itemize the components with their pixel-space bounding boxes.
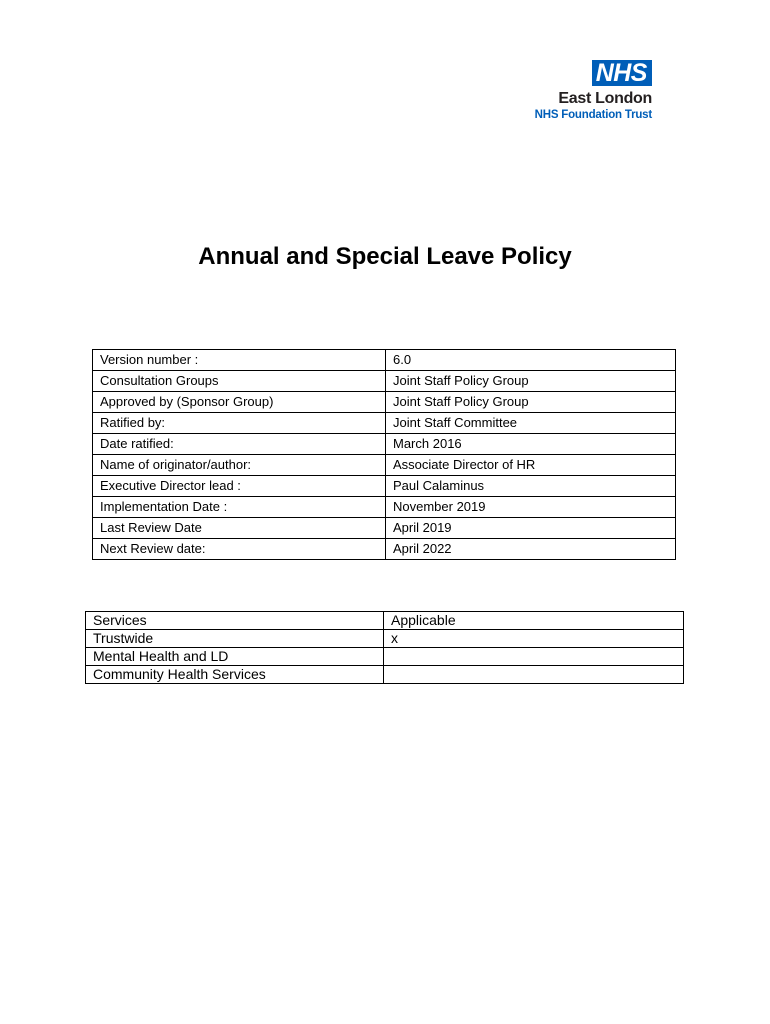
document-title: Annual and Special Leave Policy <box>198 243 572 270</box>
metadata-label: Ratified by: <box>93 413 386 434</box>
metadata-value: November 2019 <box>386 497 676 518</box>
metadata-value: Paul Calaminus <box>386 476 676 497</box>
metadata-label: Last Review Date <box>93 518 386 539</box>
applicable-header: Applicable <box>384 612 684 630</box>
service-applicable <box>384 666 684 684</box>
services-applicability-table <box>85 611 684 684</box>
table-row <box>93 413 676 434</box>
metadata-value: April 2019 <box>386 518 676 539</box>
table-row <box>93 518 676 539</box>
services-header: Services <box>86 612 384 630</box>
metadata-value: April 2022 <box>386 539 676 560</box>
metadata-label: Approved by (Sponsor Group) <box>93 392 386 413</box>
metadata-value: Associate Director of HR <box>386 455 676 476</box>
metadata-label: Next Review date: <box>93 539 386 560</box>
table-row <box>93 497 676 518</box>
metadata-value: 6.0 <box>386 350 676 371</box>
metadata-label: Version number : <box>93 350 386 371</box>
table-row <box>93 476 676 497</box>
org-subtitle: NHS Foundation Trust <box>534 109 652 121</box>
metadata-value: March 2016 <box>386 434 676 455</box>
table-row <box>93 392 676 413</box>
policy-metadata-table <box>92 349 676 560</box>
table-row <box>93 350 676 371</box>
service-applicable: x <box>384 630 684 648</box>
metadata-label: Executive Director lead : <box>93 476 386 497</box>
metadata-value: Joint Staff Committee <box>386 413 676 434</box>
table-header-row <box>86 612 684 630</box>
service-applicable <box>384 648 684 666</box>
metadata-label: Implementation Date : <box>93 497 386 518</box>
table-row <box>86 630 684 648</box>
table-row <box>86 666 684 684</box>
nhs-logo <box>492 60 652 122</box>
service-name: Community Health Services <box>86 666 384 684</box>
table-row <box>93 539 676 560</box>
service-name: Mental Health and LD <box>86 648 384 666</box>
metadata-value: Joint Staff Policy Group <box>386 392 676 413</box>
nhs-badge: NHS <box>592 60 652 86</box>
metadata-label: Name of originator/author: <box>93 455 386 476</box>
table-row <box>93 371 676 392</box>
service-name: Trustwide <box>86 630 384 648</box>
table-row <box>86 648 684 666</box>
table-row <box>93 455 676 476</box>
metadata-value: Joint Staff Policy Group <box>386 371 676 392</box>
org-name: East London <box>558 90 652 107</box>
metadata-label: Date ratified: <box>93 434 386 455</box>
metadata-label: Consultation Groups <box>93 371 386 392</box>
table-row <box>93 434 676 455</box>
